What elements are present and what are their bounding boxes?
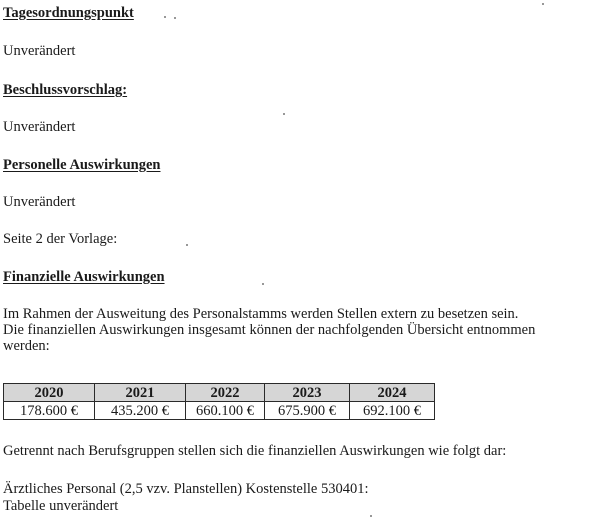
groups-text: Getrennt nach Berufsgruppen stellen sich die finanziellen Auswirkungen wie folgt dar: [3, 443, 507, 459]
table-row [4, 402, 435, 420]
financial-heading: Finanzielle Auswirkungen [3, 269, 165, 285]
amount-cell: 178.600 € [4, 402, 95, 420]
amount-cell: 435.200 € [95, 402, 186, 420]
scan-speck [262, 283, 264, 285]
financial-text-line-3: werden: [3, 338, 50, 354]
agenda-heading: Tagesordnungspunkt [3, 5, 134, 21]
scan-speck [283, 113, 285, 115]
financial-text-line-1: Im Rahmen der Ausweitung des Personalstamms werden Stellen extern zu besetzen sein. [3, 306, 519, 322]
personnel-value: Unverändert [3, 194, 76, 210]
table-note: Tabelle unverändert [3, 498, 119, 514]
year-header: 2024 [350, 384, 435, 402]
personnel-heading: Personelle Auswirkungen [3, 157, 161, 173]
financial-text [3, 306, 607, 354]
scan-speck [186, 244, 188, 246]
proposal-value: Unverändert [3, 119, 76, 135]
year-header: 2021 [95, 384, 186, 402]
amount-cell: 675.900 € [265, 402, 350, 420]
year-header: 2023 [265, 384, 350, 402]
year-header: 2022 [186, 384, 265, 402]
scan-speck [370, 515, 372, 517]
financial-text-line-2: Die finanziellen Auswirkungen insgesamt können der nachfolgenden Übersicht entnommen [3, 322, 536, 338]
year-header: 2020 [4, 384, 95, 402]
scan-speck [174, 17, 176, 19]
table-header-row [4, 384, 435, 402]
scan-speck [164, 16, 166, 18]
medical-staff-line: Ärztliches Personal (2,5 vzv. Planstellen) Kostenstelle 530401: [3, 481, 369, 497]
financial-table [3, 383, 435, 420]
amount-cell: 692.100 € [350, 402, 435, 420]
agenda-value: Unverändert [3, 43, 76, 59]
scan-speck [542, 3, 544, 5]
page-note: Seite 2 der Vorlage: [3, 231, 118, 247]
proposal-heading: Beschlussvorschlag: [3, 82, 128, 98]
amount-cell: 660.100 € [186, 402, 265, 420]
